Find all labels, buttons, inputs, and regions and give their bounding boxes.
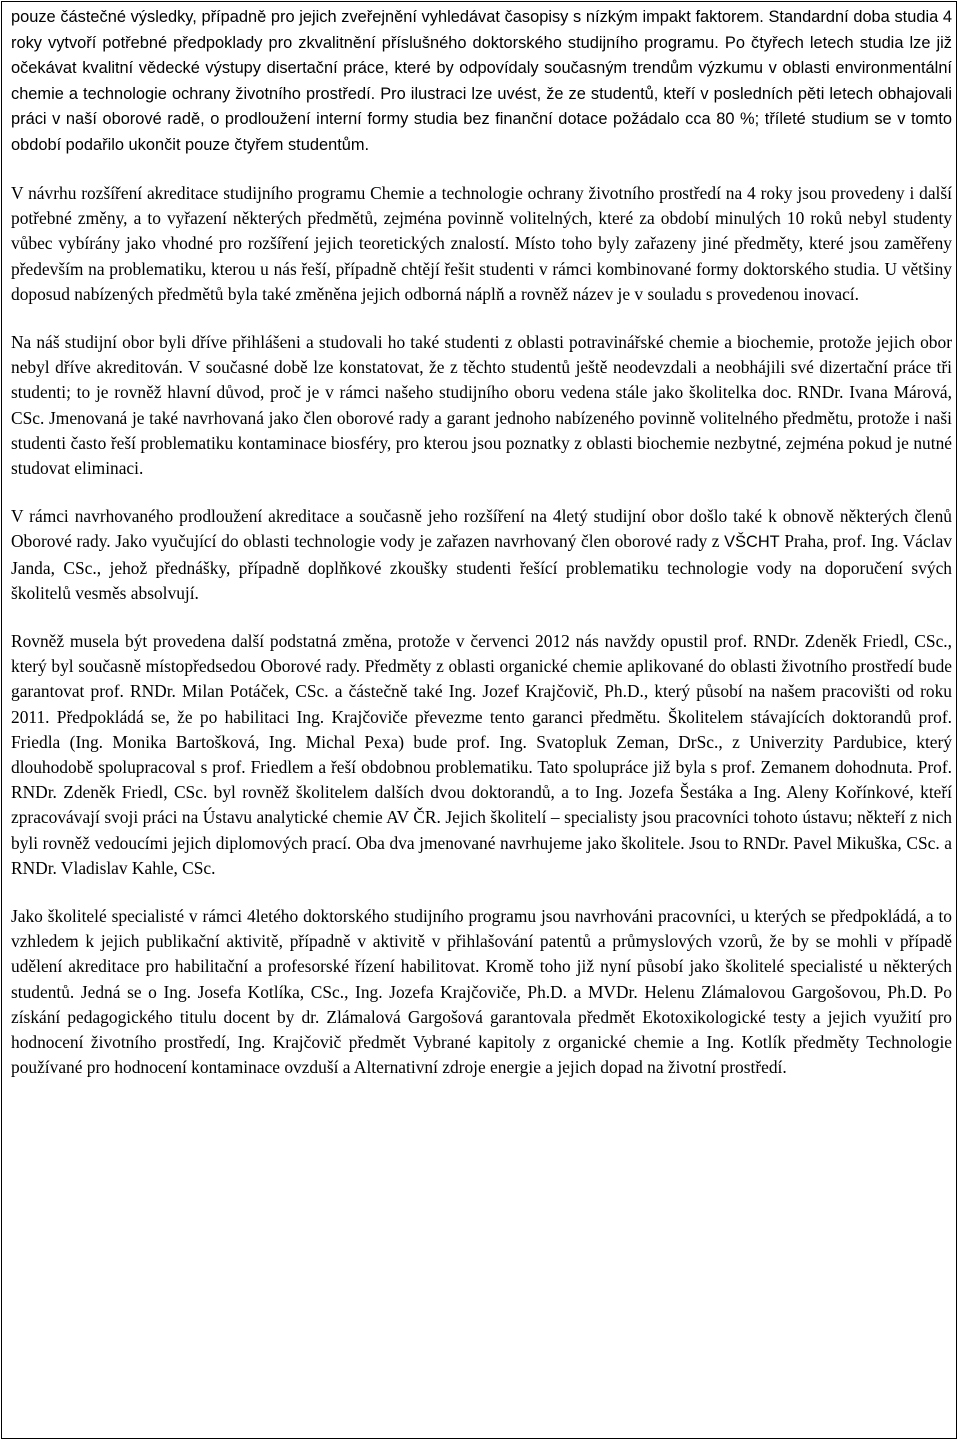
paragraph-4-text-start: V rámci navrhovaného prodloužení akreditace a současně jeho rozšíření na 4letý studijní obor došlo také k obnově některých členů Oborové rady. Jako vyučující do oblasti technologie vody je zařazen navrhovaný člen oborové rady z (11, 506, 952, 552)
paragraph-6-text: Jako školitelé specialisté v rámci 4letého doktorského studijního programu jsou navrhováni pracovníci, u kterých se předpokládá, a to vzhledem k jejich publikační aktivitě, případně v aktivitě v přihlašování patentů a průmyslových vzorů, že by se mohli v případě udělení akreditace pro habilitační a profesorské řízení habilitovat. Kromě toho již nyní působí jako školitelé specialisté u některých studentů. Jedná se o Ing. Josefa Kotlíka, CSc., Ing. Jozefa Krajčoviče, Ph.D. a MVDr. Helenu Zlámalovou Gargošovou, Ph.D. Po získání pedagogického titulu docent by dr. Zlámalová Gargošová garantovala předmět Ekotoxikologické testy a jejich využití pro hodnocení životního prostředí, Ing. Krajčovič předmět Vybrané kapitoly z organické chemie a Ing. Kotlík předměty Technologie používané pro hodnocení kontaminace ovzduší a Alternativní zdroje energie a jejich dopad na životní prostředí. (11, 906, 952, 1078)
document-page (1, 1, 957, 1439)
paragraph-spacer (11, 481, 952, 504)
paragraph-2 (11, 181, 952, 307)
paragraph-4-vscht-abbrev: VŠCHT (724, 533, 780, 552)
paragraph-6 (11, 904, 952, 1080)
paragraph-spacer (11, 606, 952, 629)
paragraph-spacer (11, 307, 952, 330)
paragraph-1-text: pouze částečné výsledky, případně pro jejich zveřejnění vyhledávat časopisy s nízkým impakt faktorem. Standardní doba studia 4 roky vytvoří potřebné předpoklady pro zkvalitnění příslušného doktorského studijního programu. Po čtyřech letech studia lze již očekávat kvalitní vědecké výstupy disertační práce, které by odpovídaly současným trendům výzkumu v oblasti environmentální chemie a technologie ochrany životního prostředí. Pro ilustraci lze uvést, že ze studentů, kteří v posledních pěti letech obhajovali práci v naší oborové radě, o prodloužení interní formy studia bez finanční dotace požádalo cca 80 %; tříleté studium se v tomto období podařilo ukončit pouze čtyřem studentům. (11, 8, 952, 154)
paragraph-spacer (11, 881, 952, 904)
paragraph-2-text: V návrhu rozšíření akreditace studijního programu Chemie a technologie ochrany životního prostředí na 4 roky jsou provedeny i další potřebné změny, a to vyřazení některých předmětů, zejména povinně volitelných, které za období minulých 10 roků nebyl studenty vůbec vybírány jako vhodné pro rozšíření jejich teoretických znalostí. Místo toho byly zařazeny jiné předměty, které jsou zaměřeny především na problematiku, kterou u nás řeší, případně chtějí řešit studenti v rámci kombinované formy doktorského studia. U většiny doposud nabízených předmětů byla také změněna jejich odborná náplň a rovněž název je v souladu s provedenou inovací. (11, 183, 952, 304)
paragraph-5 (11, 629, 952, 881)
paragraph-spacer (11, 158, 952, 181)
paragraph-3-text: Na náš studijní obor byli dříve přihlášeni a studovali ho také studenti z oblasti potravinářské chemie a biochemie, protože jejich obor nebyl dříve akreditován. V současné době lze konstatovat, že z těchto studentů ještě neodevzdali a neobhájili své dizertační práce tři studenti; to je rovněž hlavní důvod, proč je v rámci našeho studijního oboru vedena stále jako školitelka doc. RNDr. Ivana Márová, CSc. Jmenovaná je také navrhovaná jako člen oborové rady a garant jednoho nabízeného povinně volitelného předmětu, protože i naši studenti často řeší problematiku kontaminace biosféry, pro kterou jsou poznatky z oblasti biochemie nezbytné, zejména pokud je nutné studovat eliminaci. (11, 332, 952, 479)
paragraph-1 (11, 5, 952, 158)
paragraph-4-text-end: Praha, prof. Ing. Václav Janda, CSc., jehož přednášky, případně doplňkové zkoušky studenti řešící problematiku technologie vody na doporučení svých školitelů vesměs absolvují. (11, 531, 952, 603)
paragraph-5-text: Rovněž musela být provedena další podstatná změna, protože v červenci 2012 nás navždy opustil prof. RNDr. Zdeněk Friedl, CSc., který byl současně místopředsedou Oborové rady. Předměty z oblasti organické chemie aplikované do oblasti životního prostředí bude garantovat prof. RNDr. Milan Potáček, CSc. a částečně také Ing. Jozef Krajčovič, Ph.D., který působí na našem pracovišti od roku 2011. Předpokládá se, že po habilitaci Ing. Krajčoviče převezme tento garanci předmětu. Školitelem stávajících doktorandů prof. Friedla (Ing. Monika Bartošková, Ing. Michal Pexa) bude prof. Ing. Svatopluk Zeman, DrSc., z Univerzity Pardubice, který dlouhodobě spolupracoval s prof. Friedlem a řeší obdobnou problematiku. Tato spolupráce již byla s prof. Zemanem dohodnuta. Prof. RNDr. Zdeněk Friedl, CSc. byl rovněž školitelem dalších dvou doktorandů, a to Ing. Jozefa Šestáka a Ing. Aleny Kořínkové, kteří zpracovávají svoji práci na Ústavu analytické chemie AV ČR. Jejich školitelí – specialisty jsou pracovníci tohoto ústavu; někteří z nich byli rovněž vedoucími jejich diplomových prací. Oba dva jmenované navrhujeme jako školitele. Jsou to RNDr. Pavel Mikuška, CSc. a RNDr. Vladislav Kahle, CSc. (11, 631, 952, 878)
paragraph-4 (11, 504, 952, 606)
paragraph-3 (11, 330, 952, 481)
document-body (11, 5, 952, 1081)
